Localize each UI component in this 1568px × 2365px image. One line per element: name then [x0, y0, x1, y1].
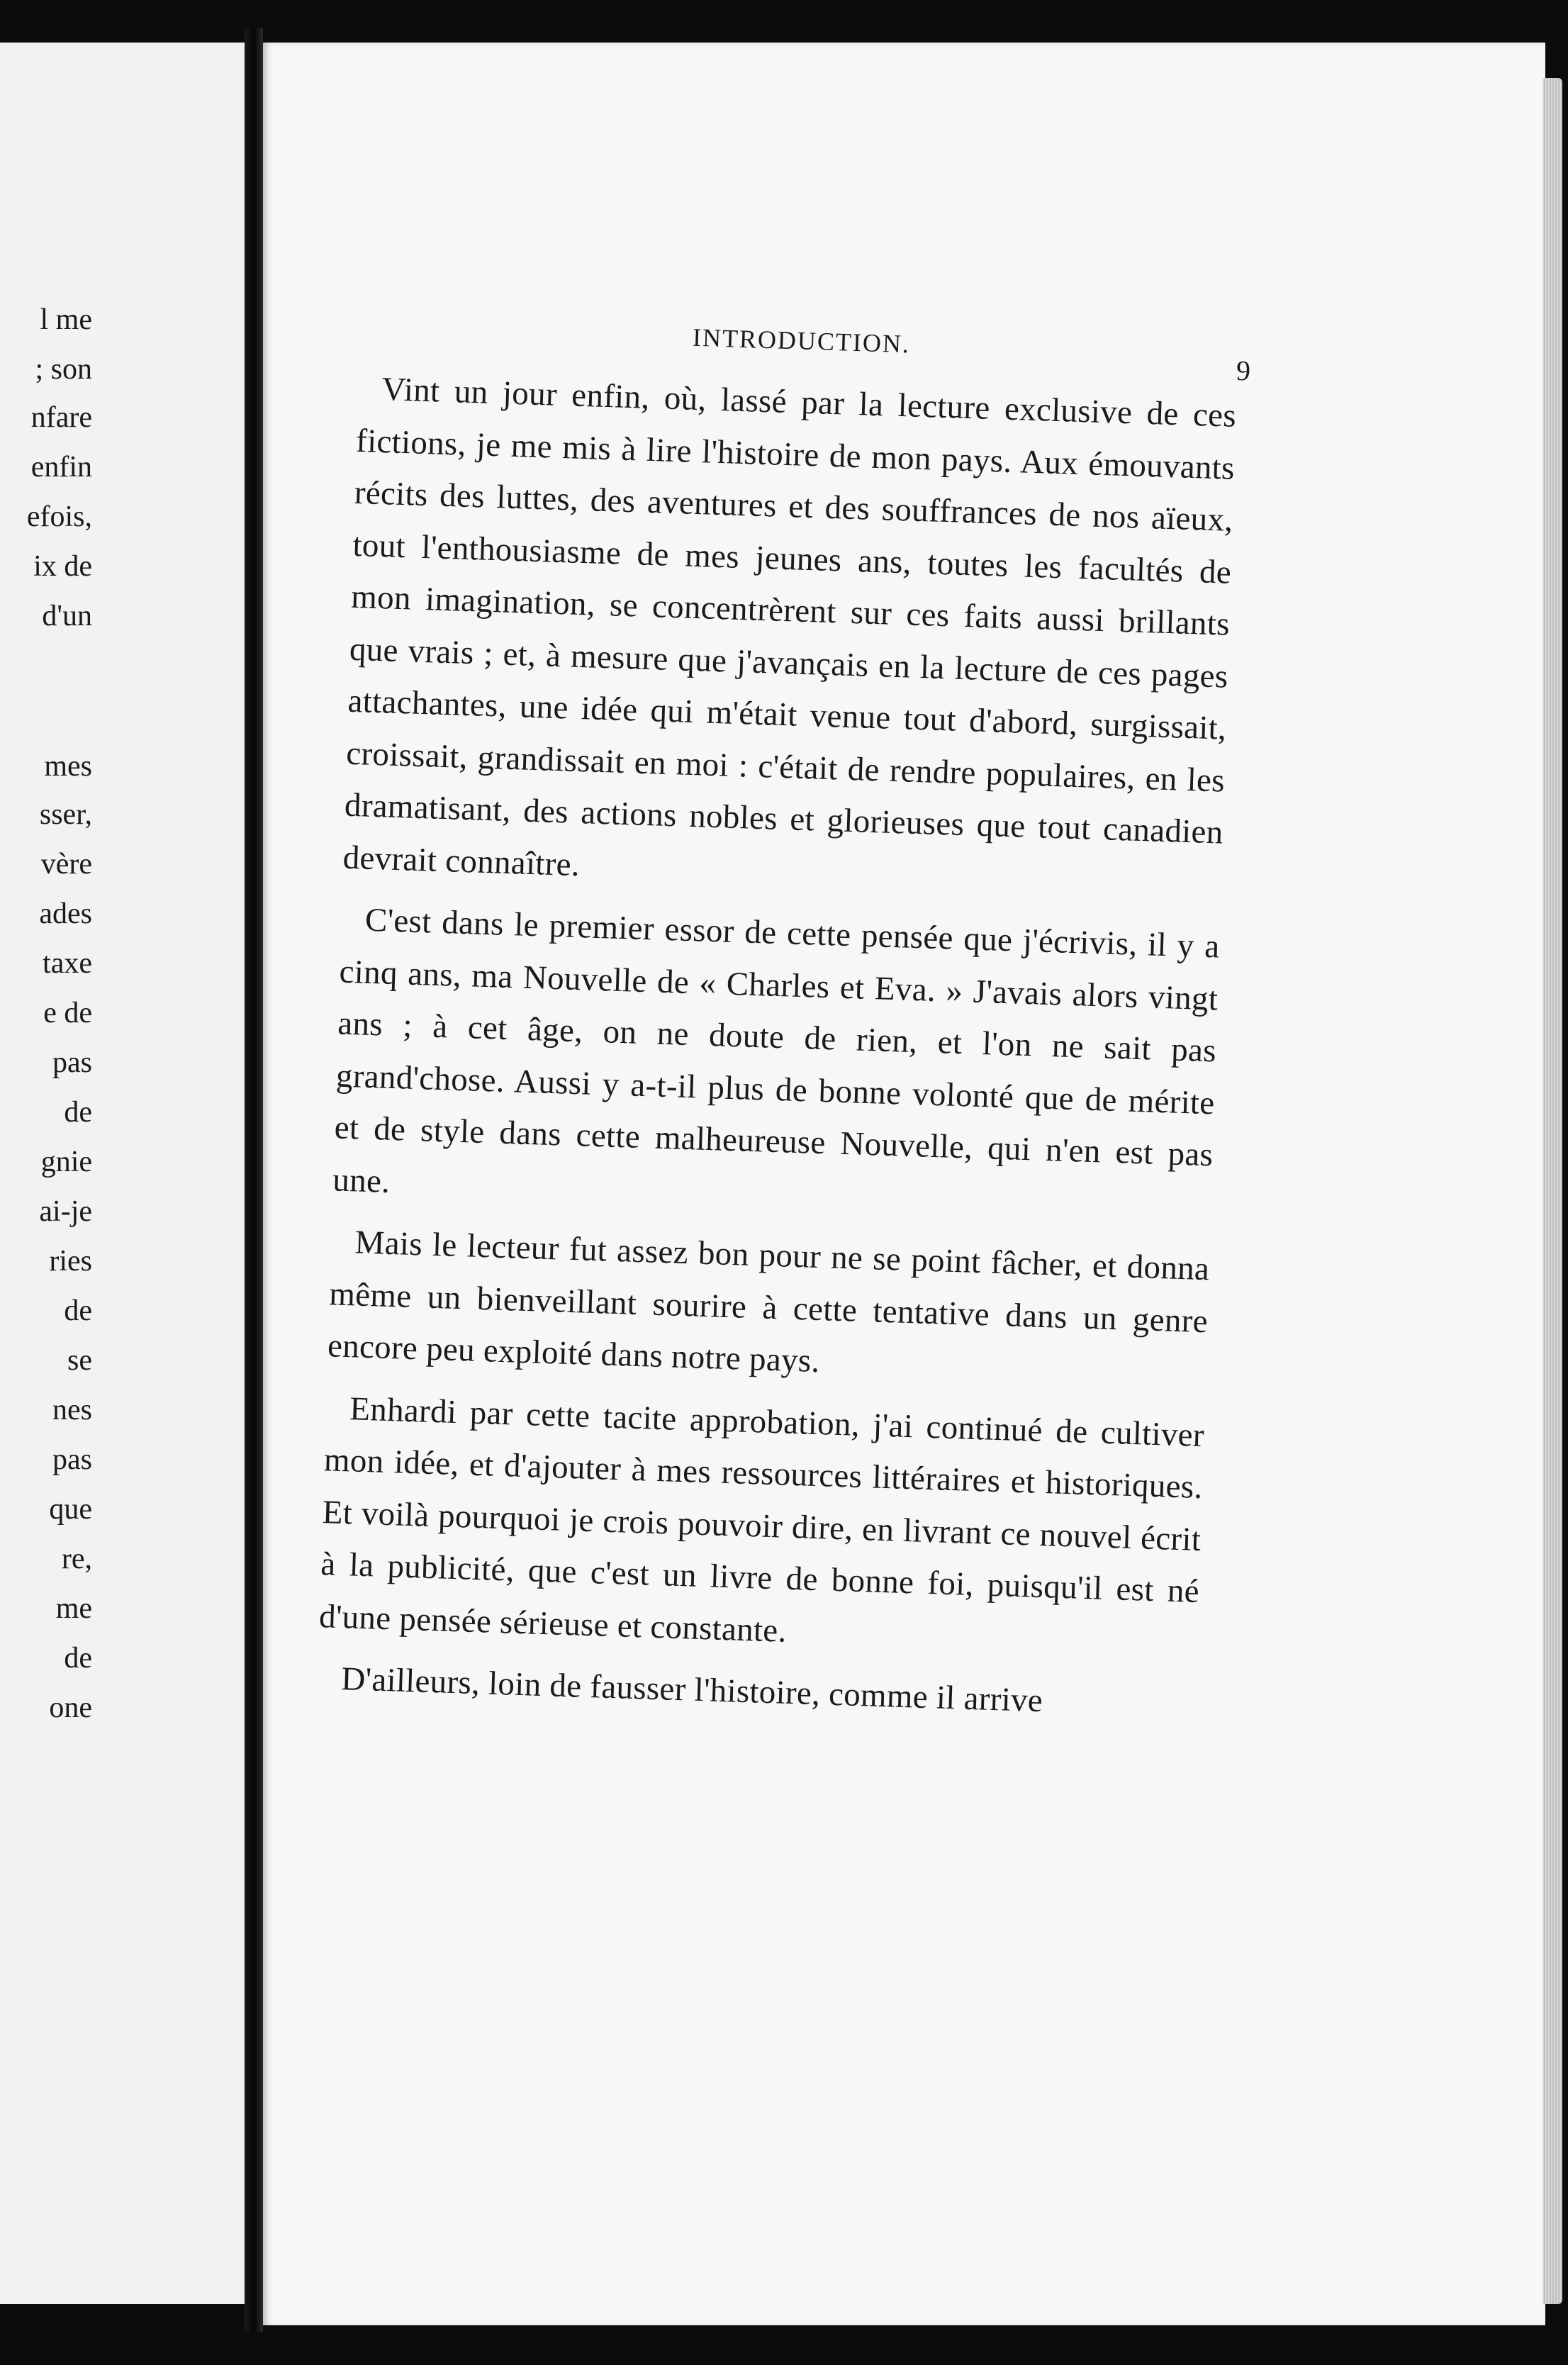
left-page-fragment: ries — [49, 1245, 92, 1277]
running-title: INTRODUCTION. — [692, 323, 911, 359]
page-number: 9 — [1236, 354, 1253, 387]
left-page-fragment: se — [67, 1344, 92, 1377]
left-page-fragment: efois, — [26, 501, 92, 533]
left-page-fragment: re, — [61, 1543, 92, 1575]
left-page-fragment: de — [64, 1642, 92, 1674]
paragraph-2: C'est dans le premier essor de cette pensée que j'écrivis, il y a cinq ans, ma Nouvelle de « Charles et Eva. » J'avais alors vingt ans ; à cet âge, on ne doute de rien, et l'on ne sait pas grand'chose. Aussi y a-t-il plus de bonne volonté que de mérite et de style dans cette malheureuse Nouvelle, qui n'en est pas une. — [332, 901, 1221, 1200]
page-content — [316, 312, 1253, 1732]
page-edges — [1542, 78, 1562, 2304]
paragraph-4: Enhardi par cette tacite approbation, j'ai continué de cultiver mon idée, et d'ajouter à mes ressources littéraires et historiques. Et voilà pourquoi je crois pouvoir dire, en livrant ce nouvel écrit à la publicité, que c'est un livre de bonne foi, puisqu'il est né d'une pensée sérieuse et constante. — [318, 1390, 1205, 1650]
left-page-fragment: l me — [40, 303, 92, 336]
left-page-fragment: ; son — [35, 353, 92, 386]
left-page-fragment: vère — [40, 848, 92, 880]
book-gutter — [245, 28, 263, 2332]
left-page-fragment: ai-je — [39, 1195, 92, 1228]
left-page-fragment: d'un — [42, 600, 92, 632]
left-page-fragment: taxe — [43, 947, 92, 980]
left-page-fragment: pas — [52, 1443, 92, 1476]
left-page-fragment: one — [49, 1692, 92, 1724]
left-page-fragment: de — [64, 1295, 92, 1327]
left-page-fragment: me — [55, 1592, 92, 1625]
paragraph-3: Mais le lecteur fut assez bon pour ne se point fâcher, et donna même un bienveillant sourire à cette tentative dans un genre encore peu exploité dans notre pays. — [327, 1224, 1210, 1380]
left-page-fragment: mes — [44, 750, 92, 783]
left-page-fragment: pas — [52, 1046, 92, 1079]
left-page-fragment: e de — [43, 997, 92, 1029]
left-page-fragment: sser, — [39, 798, 92, 831]
left-page-fragment: que — [49, 1493, 92, 1526]
left-page-fragment: gnie — [40, 1146, 92, 1178]
left-page-fragment: ades — [39, 898, 92, 930]
left-page — [0, 43, 245, 2304]
paragraph-1: Vint un jour enfin, où, lassé par la lecture exclusive de ces fictions, je me mis à lire l'histoire de mon pays. Aux émouvants récits des luttes, des aventures et des souffrances de nos aïeux, tout l'enthousiasme de mes jeunes ans, toutes les facultés de mon imagination, se concentrèrent sur ces faits aussi brillants que vrais ; et, à mesure que j'avançais en la lecture de ces pages attachantes, une idée qui m'était venue tout d'abord, surgissait, croissait, grandissait en moi : c'était de rendre populaires, en les dramatisant, des actions nobles et glorieuses que tout canadien devrait connaître. — [342, 371, 1237, 883]
paragraph-5: D'ailleurs, loin de fausser l'histoire, comme il arrive — [340, 1660, 1043, 1720]
left-page-fragment: ix de — [33, 550, 92, 583]
left-page-fragment: nes — [52, 1394, 92, 1426]
left-page-fragment: de — [64, 1096, 92, 1129]
left-page-fragment: enfin — [30, 451, 92, 483]
left-page-fragment: nfare — [30, 401, 92, 434]
